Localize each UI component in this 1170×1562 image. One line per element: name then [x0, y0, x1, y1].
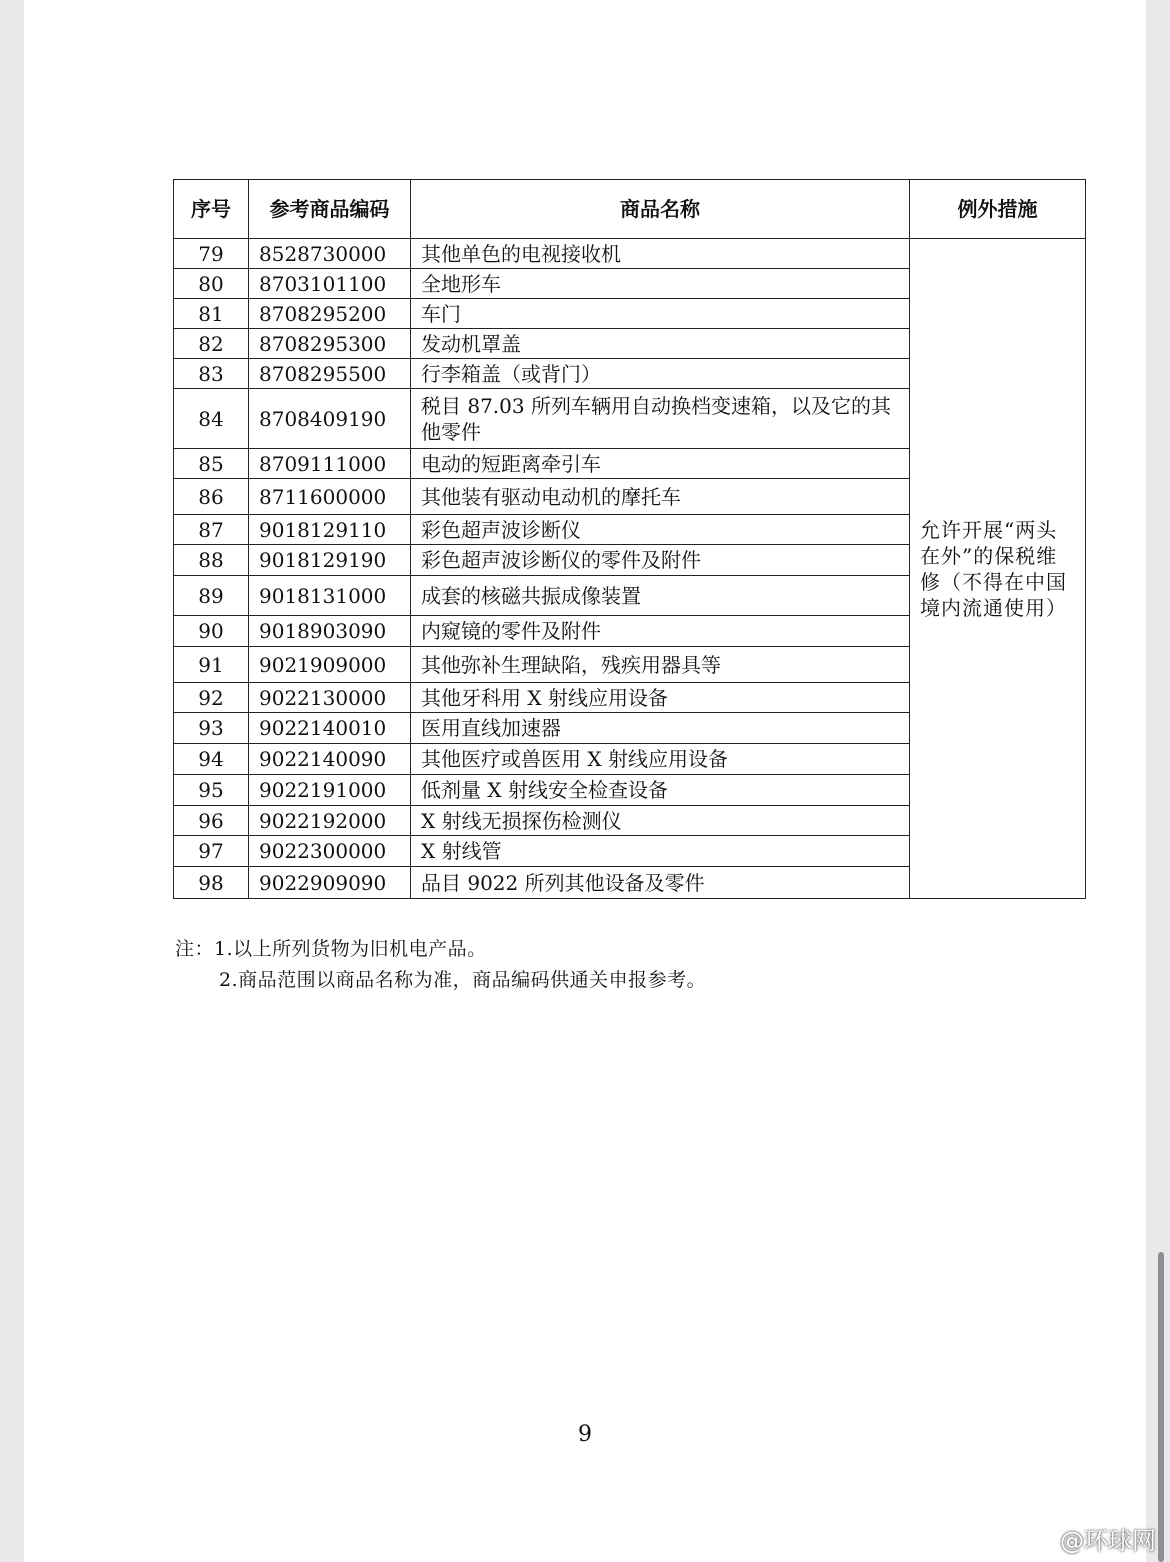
name-cell: 车门 [411, 299, 910, 329]
code-cell: 8709111000 [249, 449, 411, 479]
name-cell: X 射线无损探伤检测仪 [411, 806, 910, 836]
serial-cell: 79 [174, 239, 249, 269]
serial-cell: 96 [174, 806, 249, 836]
serial-cell: 81 [174, 299, 249, 329]
name-cell: 其他牙科用 X 射线应用设备 [411, 683, 910, 713]
name-cell: 其他医疗或兽医用 X 射线应用设备 [411, 744, 910, 775]
serial-cell: 89 [174, 576, 249, 616]
table-header-row [174, 180, 1086, 239]
serial-cell: 91 [174, 647, 249, 683]
code-cell: 8708295200 [249, 299, 411, 329]
code-cell: 8528730000 [249, 239, 411, 269]
name-cell: 全地形车 [411, 269, 910, 299]
code-cell: 9022300000 [249, 836, 411, 867]
code-cell: 9018903090 [249, 616, 411, 647]
note-line-1: 注：1.以上所列货物为旧机电产品。 [175, 938, 487, 960]
serial-cell: 98 [174, 867, 249, 899]
goods-table [173, 179, 1086, 899]
name-cell: 内窥镜的零件及附件 [411, 616, 910, 647]
serial-cell: 80 [174, 269, 249, 299]
code-cell: 9018129190 [249, 545, 411, 576]
name-cell: 彩色超声波诊断仪 [411, 515, 910, 545]
exception-measure-cell: 允许开展“两头在外”的保税维修（不得在中国境内流通使用） [910, 239, 1086, 899]
page-number: 9 [578, 1422, 592, 1447]
code-cell: 9022192000 [249, 806, 411, 836]
serial-cell: 83 [174, 359, 249, 389]
serial-cell: 85 [174, 449, 249, 479]
document-page [24, 0, 1146, 1562]
code-cell: 9021909000 [249, 647, 411, 683]
header-code: 参考商品编码 [249, 180, 411, 239]
serial-cell: 88 [174, 545, 249, 576]
serial-cell: 82 [174, 329, 249, 359]
code-cell: 8708409190 [249, 389, 411, 449]
table-notes [175, 934, 706, 996]
name-cell: 医用直线加速器 [411, 713, 910, 744]
code-cell: 9022140010 [249, 713, 411, 744]
serial-cell: 94 [174, 744, 249, 775]
code-cell: 9018131000 [249, 576, 411, 616]
name-cell: 其他单色的电视接收机 [411, 239, 910, 269]
note-line-2: 2.商品范围以商品名称为准，商品编码供通关申报参考。 [219, 969, 707, 991]
serial-cell: 84 [174, 389, 249, 449]
code-cell: 9022909090 [249, 867, 411, 899]
code-cell: 9022130000 [249, 683, 411, 713]
serial-cell: 97 [174, 836, 249, 867]
name-cell: X 射线管 [411, 836, 910, 867]
serial-cell: 92 [174, 683, 249, 713]
header-serial: 序号 [174, 180, 249, 239]
table-row [174, 239, 1086, 269]
serial-cell: 87 [174, 515, 249, 545]
name-cell: 行李箱盖（或背门） [411, 359, 910, 389]
name-cell: 发动机罩盖 [411, 329, 910, 359]
code-cell: 9022140090 [249, 744, 411, 775]
header-measure: 例外措施 [910, 180, 1086, 239]
weibo-icon [1020, 1525, 1054, 1553]
code-cell: 8703101100 [249, 269, 411, 299]
code-cell: 8711600000 [249, 479, 411, 515]
name-cell: 其他弥补生理缺陷，残疾用器具等 [411, 647, 910, 683]
name-cell: 低剂量 X 射线安全检查设备 [411, 775, 910, 806]
serial-cell: 90 [174, 616, 249, 647]
watermark [1020, 1521, 1156, 1556]
name-cell: 电动的短距离牵引车 [411, 449, 910, 479]
header-name: 商品名称 [411, 180, 910, 239]
code-cell: 9022191000 [249, 775, 411, 806]
code-cell: 8708295500 [249, 359, 411, 389]
code-cell: 9018129110 [249, 515, 411, 545]
name-cell: 税目 87.03 所列车辆用自动换档变速箱，以及它的其他零件 [411, 389, 910, 449]
watermark-text: @环球网 [1060, 1527, 1156, 1555]
name-cell: 品目 9022 所列其他设备及零件 [411, 867, 910, 899]
name-cell: 彩色超声波诊断仪的零件及附件 [411, 545, 910, 576]
serial-cell: 86 [174, 479, 249, 515]
code-cell: 8708295300 [249, 329, 411, 359]
name-cell: 其他装有驱动电动机的摩托车 [411, 479, 910, 515]
scrollbar-thumb[interactable] [1158, 1252, 1164, 1562]
serial-cell: 95 [174, 775, 249, 806]
name-cell: 成套的核磁共振成像装置 [411, 576, 910, 616]
serial-cell: 93 [174, 713, 249, 744]
